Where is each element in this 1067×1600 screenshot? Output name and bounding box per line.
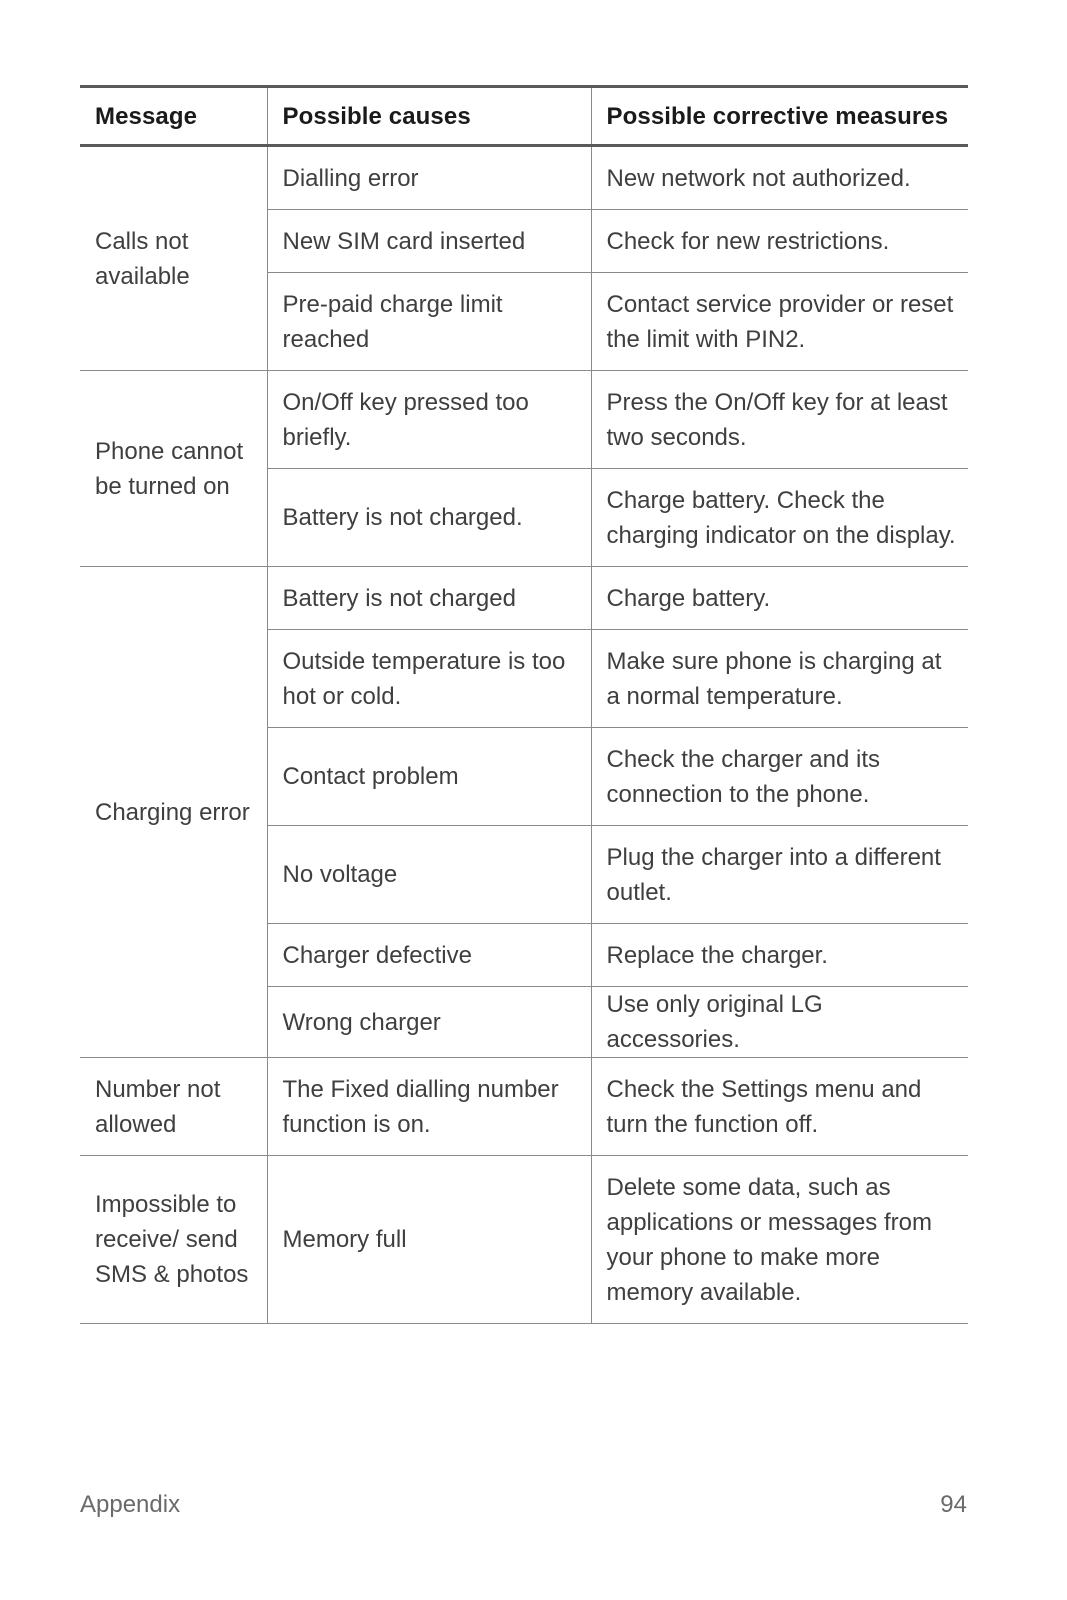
cause-cell: Wrong charger [282, 1008, 441, 1036]
cause-cell: Contact problem [282, 763, 459, 790]
measure-cell: New network not authorized. [591, 146, 968, 210]
cause-cell: No voltage [282, 861, 398, 888]
measure-cell: Check the Settings menu and turn the function off. [591, 1058, 968, 1156]
header-corrective-measures: Possible corrective measures [591, 87, 968, 146]
footer-section-title: Appendix [80, 1491, 181, 1518]
page-number: 94 [940, 1491, 967, 1518]
cause-cell: Outside temperature is too hot or cold. [282, 647, 566, 710]
header-possible-causes: Possible causes [267, 87, 591, 146]
measure-cell: Replace the charger. [591, 924, 968, 987]
measure-cell: Make sure phone is charging at a normal temperature. [591, 630, 968, 728]
measure-cell: Use only original LG accessories. [591, 987, 968, 1058]
message-cell: Number not allowed [80, 1058, 267, 1156]
table-row [80, 146, 968, 210]
header-message: Message [95, 102, 198, 130]
cause-cell: Pre-paid charge limit reached [282, 290, 503, 353]
cause-cell: Battery is not charged. [282, 504, 523, 531]
cause-cell: Memory full [267, 1156, 591, 1324]
measure-cell: Charge battery. Check the charging indicator on the display. [591, 469, 968, 567]
cause-cell: Battery is not charged [267, 567, 591, 630]
table-row [80, 371, 968, 469]
measure-cell: Check the charger and its connection to the phone. [591, 728, 968, 826]
table-header-row [80, 87, 968, 146]
measure-cell: Contact service provider or reset the limit with PIN2. [591, 273, 968, 371]
cause-cell: Charger defective [282, 941, 472, 969]
message-cell: Calls not available [80, 146, 267, 371]
cause-cell: Dialling error [267, 146, 591, 210]
cause-cell: New SIM card inserted [282, 227, 526, 255]
table-row [80, 1058, 968, 1156]
measure-cell: Charge battery. [591, 567, 968, 630]
table-row [80, 1156, 968, 1324]
troubleshooting-table [80, 85, 968, 1324]
message-cell: Phone cannot be turned on [80, 371, 267, 567]
measure-cell: Press the On/Off key for at least two seconds. [591, 371, 968, 469]
table-row [80, 567, 968, 630]
cause-cell: The Fixed dialling number function is on. [267, 1058, 591, 1156]
message-cell: Charging error [80, 567, 267, 1058]
measure-cell: Plug the charger into a different outlet. [591, 826, 968, 924]
cause-cell: On/Off key pressed too briefly. [267, 371, 591, 469]
measure-cell: Delete some data, such as applications or messages from your phone to make more memory available. [591, 1156, 968, 1324]
measure-cell: Check for new restrictions. [591, 210, 968, 273]
message-cell: Impossible to receive/ send SMS & photos [80, 1156, 267, 1324]
